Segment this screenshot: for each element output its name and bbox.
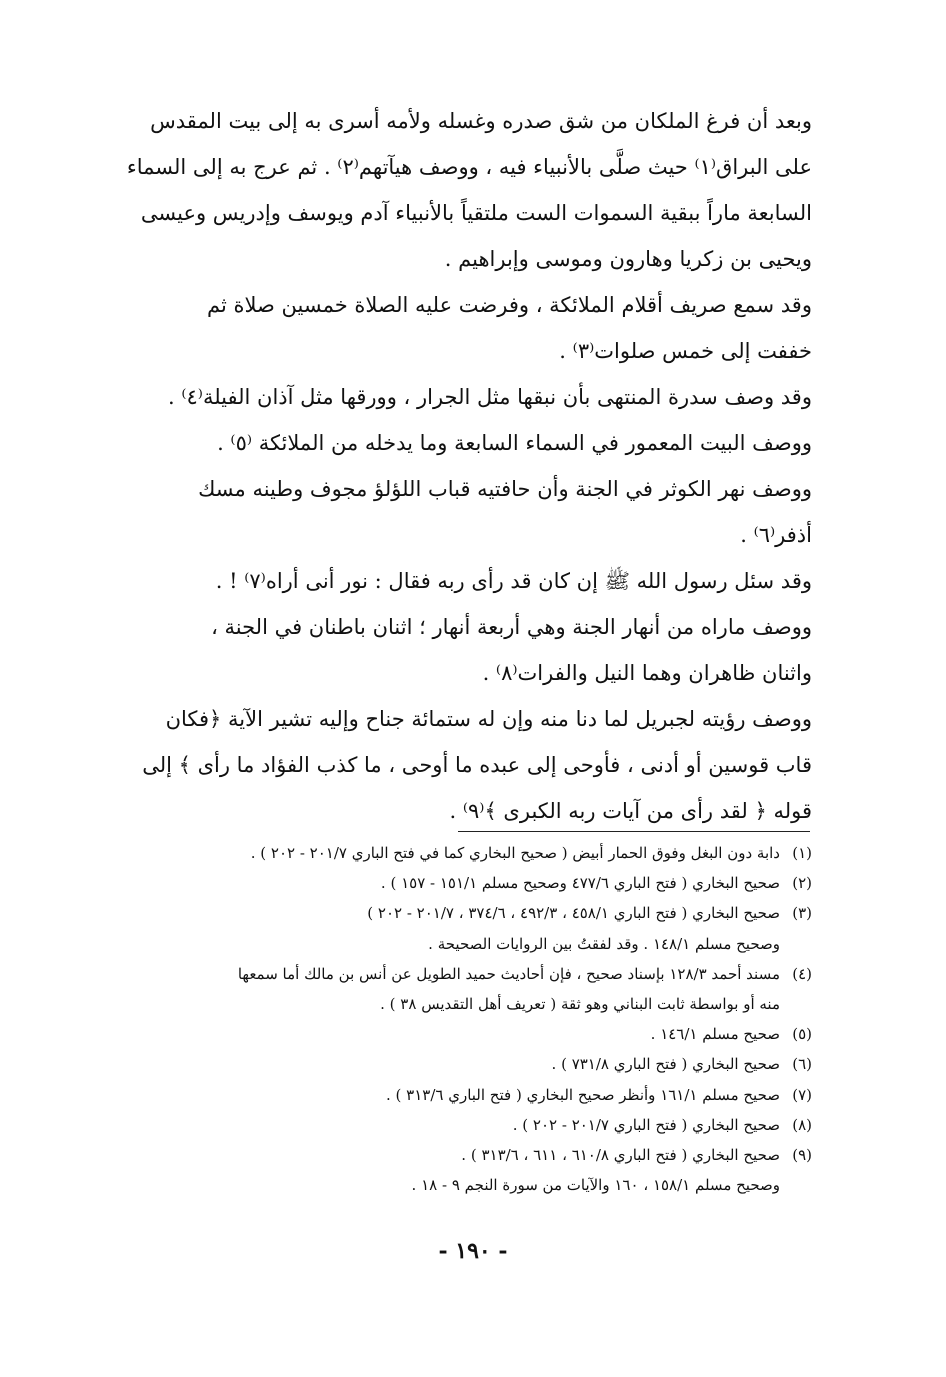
footnote-text: صحيح مسلم ١٤٦/١ . bbox=[650, 1025, 780, 1044]
footnote-number bbox=[780, 1170, 812, 1200]
footnote bbox=[96, 1019, 812, 1049]
footnote-number: (٨) bbox=[792, 1115, 812, 1134]
text-line: ووصف ماراه من أنهار الجنة وهي أربعة أنهار ؛ اثنان باطنان في الجنة ، bbox=[211, 615, 812, 639]
text-line: قوله ﴿ لقد رأى من آيات ربه الكبرى ﴾⁽٩⁾ . bbox=[449, 799, 812, 823]
footnote-text: صحيح البخاري ( فتح الباري ٤٧٧/٦ وصحيح مسلم ١٥١/١ - ١٥٧ ) . bbox=[380, 874, 780, 893]
text-line: ووصف نهر الكوثر في الجنة وأن حافتيه قباب اللؤلؤ مجوف وطينه مسك bbox=[198, 477, 812, 501]
footnote-text: وصحيح مسلم ١٤٨/١ . وقد لفقتُ بين الروايات الصحيحة . bbox=[428, 934, 780, 953]
text-line: على البراق⁽١⁾ حيث صلَّى بالأنبياء فيه ، ووصف هيآتهم⁽٢⁾ . ثم عرج به إلى السماء bbox=[126, 155, 812, 179]
text-line: أذفر⁽٦⁾ . bbox=[740, 523, 812, 547]
footnote bbox=[96, 959, 812, 989]
paragraph-prayers bbox=[96, 282, 812, 374]
footnote-number: (٩) bbox=[792, 1145, 812, 1164]
footnote-divider bbox=[458, 831, 810, 832]
paragraph-jibril bbox=[96, 696, 812, 834]
paragraph-bayt-mamur bbox=[96, 420, 812, 466]
footnote-text: مسند أحمد ١٢٨/٣ بإسناد صحيح ، فإن أحاديث حميد الطويل عن أنس بن مالك أما سمعها bbox=[237, 964, 780, 983]
footnote-text: صحيح البخاري ( فتح الباري ٤٥٨/١ ، ٤٩٢/٣ ، ٣٧٤/٦ ، ٢٠١/٧ - ٢٠٢ ) bbox=[367, 904, 780, 923]
text-line: خففت إلى خمس صلوات⁽٣⁾ . bbox=[559, 339, 812, 363]
text-line: قاب قوسين أو أدنى ، فأوحى إلى عبده ما أوحى ، ما كذب الفؤاد ما رأى ﴾ إلى bbox=[142, 753, 812, 777]
footnote-number bbox=[780, 989, 812, 1019]
text-line: السابعة ماراً ببقية السموات الست ملتقياً بالأنبياء آدم ويوسف وإدريس وعيسى bbox=[140, 201, 812, 225]
footnote-continuation bbox=[96, 989, 812, 1019]
footnote bbox=[96, 1140, 812, 1170]
footnote-continuation bbox=[96, 929, 812, 959]
footnote-number: (٦) bbox=[792, 1055, 812, 1074]
footnote-text: صحيح البخاري ( فتح الباري ٦١٠/٨ ، ٦١١ ، ٣١٣/٦ ) . bbox=[461, 1145, 780, 1164]
footnote-number: (٤) bbox=[792, 964, 812, 983]
footnote-text: صحيح البخاري ( فتح الباري ٢٠١/٧ - ٢٠٢ ) . bbox=[512, 1115, 780, 1134]
text-line: وبعد أن فرغ الملكان من شق صدره وغسله ولأمه أسرى به إلى بيت المقدس bbox=[150, 109, 812, 133]
text-line: واثنان ظاهران وهما النيل والفرات⁽٨⁾ . bbox=[482, 661, 812, 685]
footnote bbox=[96, 898, 812, 928]
footnote-number: (٧) bbox=[792, 1085, 812, 1104]
paragraph-rivers bbox=[96, 604, 812, 696]
paragraph-kawthar bbox=[96, 466, 812, 558]
footnote-text: صحيح مسلم ١٦١/١ وأنظر صحيح البخاري ( فتح الباري ٣١٣/٦ ) . bbox=[386, 1085, 780, 1104]
footnote-text: صحيح البخاري ( فتح الباري ٧٣١/٨ ) . bbox=[551, 1055, 780, 1074]
text-line: ووصف البيت المعمور في السماء السابعة وما يدخله من الملائكة ⁽٥⁾ . bbox=[217, 431, 812, 455]
footnote bbox=[96, 1080, 812, 1110]
footnote-number bbox=[780, 929, 812, 959]
footnote bbox=[96, 838, 812, 868]
main-text bbox=[96, 98, 812, 834]
text-line: ويحيى بن زكريا وهارون وموسى وإبراهيم . bbox=[444, 247, 812, 271]
footnote-text: وصحيح مسلم ١٥٨/١ ، ١٦٠ والآيات من سورة النجم ٩ - ١٨ . bbox=[411, 1176, 780, 1195]
footnote-text: دابة دون البغل وفوق الحمار أبيض ( صحيح البخاري كما في فتح الباري ٢٠١/٧ - ٢٠٢ ) . bbox=[250, 844, 780, 862]
footnote bbox=[96, 1049, 812, 1079]
footnotes bbox=[96, 838, 812, 1200]
footnote bbox=[96, 868, 812, 898]
text-line: وقد سمع صريف أقلام الملائكة ، وفرضت عليه الصلاة خمسين صلاة ثم bbox=[207, 293, 812, 317]
paragraph-sidra bbox=[96, 374, 812, 420]
page-number: - ١٩٠ - bbox=[438, 1238, 508, 1264]
paragraph-isra bbox=[96, 98, 812, 282]
footnote-number: (٣) bbox=[792, 904, 812, 923]
paragraph-vision bbox=[96, 558, 812, 604]
text-line: وقد سئل رسول الله ﷺ إن كان قد رأى ربه فقال : نور أنى أراه⁽٧⁾ ! . bbox=[215, 569, 812, 593]
footnote-number: (١) bbox=[792, 844, 812, 862]
footnote-number: (٢) bbox=[792, 874, 812, 893]
footnote-number: (٥) bbox=[792, 1025, 812, 1044]
text-line: ووصف رؤيته لجبريل لما دنا منه وإن له ستمائة جناح وإليه تشير الآية ﴿فكان bbox=[165, 707, 812, 731]
footnote-continuation bbox=[96, 1170, 812, 1200]
footnote-text: منه أو بواسطة ثابت البناني وهو ثقة ( تعريف أهل التقديس ٣٨ ) . bbox=[380, 994, 780, 1013]
text-line: وقد وصف سدرة المنتهى بأن نبقها مثل الجرار ، وورقها مثل آذان الفيلة⁽٤⁾ . bbox=[167, 385, 812, 409]
footnote bbox=[96, 1110, 812, 1140]
